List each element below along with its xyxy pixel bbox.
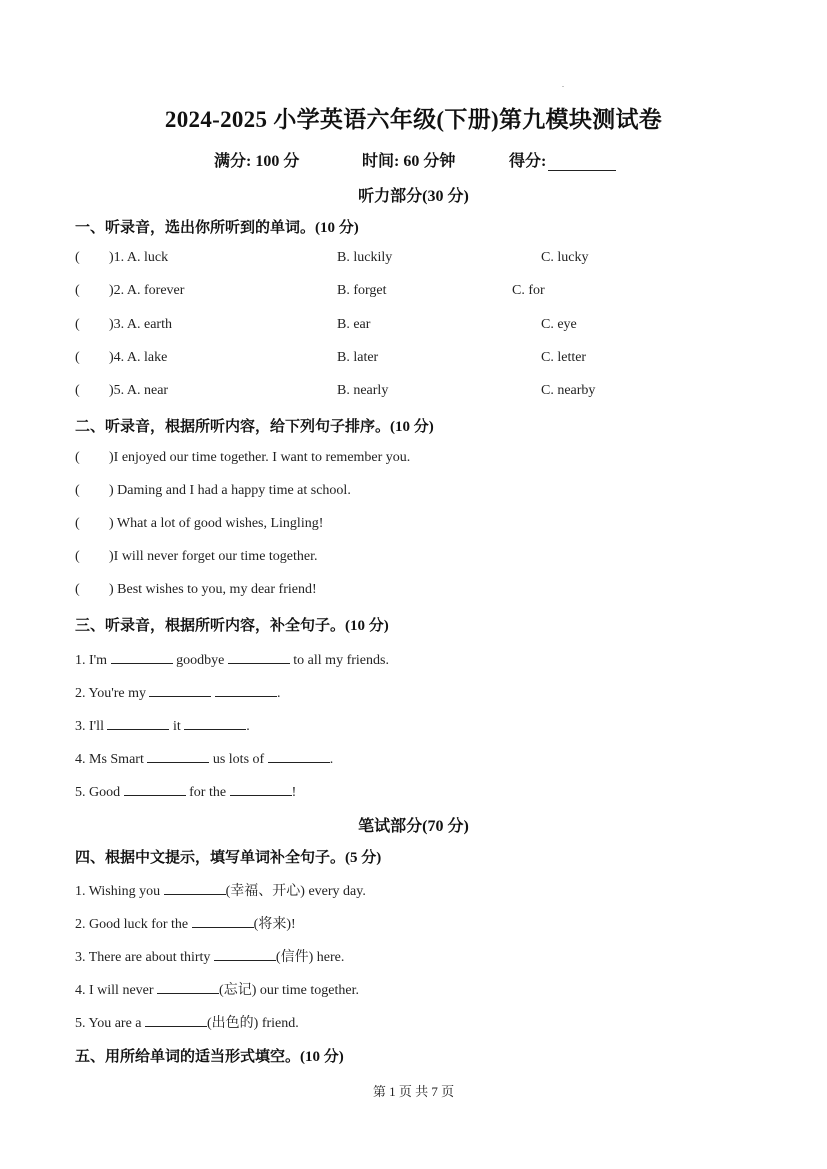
answer-blank[interactable] xyxy=(192,913,254,928)
answer-paren[interactable]: ( xyxy=(75,516,80,531)
question-2-c: C. for xyxy=(512,283,545,298)
section5-heading: 五、用所给单词的适当形式填空。(10 分) xyxy=(75,1049,344,1065)
question-4-a: )4. A. lake xyxy=(109,350,168,365)
answer-blank[interactable] xyxy=(145,1012,207,1027)
answer-paren[interactable]: ( xyxy=(75,483,80,498)
sentence-2: ) Daming and I had a happy time at school. xyxy=(109,483,351,498)
section3-heading: 三、听录音，根据所听内容，补全句子。(10 分) xyxy=(75,618,389,634)
sentence-5: ) Best wishes to you, my dear friend! xyxy=(109,582,317,597)
sentence-1: )I enjoyed our time together. I want to remember you. xyxy=(109,450,411,465)
answer-paren[interactable]: ( xyxy=(75,317,80,332)
text-part: . xyxy=(246,719,250,734)
score-field[interactable] xyxy=(509,148,616,171)
question-1-c: C. lucky xyxy=(541,250,589,265)
text-part: (忘记) our time together. xyxy=(219,983,359,998)
text-part: 5. Good xyxy=(75,785,124,800)
text-part: 1. I'm xyxy=(75,653,111,668)
text-part: goodbye xyxy=(172,653,228,668)
answer-paren[interactable]: ( xyxy=(75,450,80,465)
text-part: for the xyxy=(185,785,230,800)
hint-sentence-3 xyxy=(75,946,344,966)
answer-paren[interactable]: ( xyxy=(75,250,80,265)
section1-heading: 一、听录音，选出你所听到的单词。(10 分) xyxy=(75,220,359,236)
question-3-b: B. ear xyxy=(337,317,371,332)
answer-blank[interactable] xyxy=(107,715,169,730)
answer-blank[interactable] xyxy=(157,979,219,994)
question-1-a: )1. A. luck xyxy=(109,250,169,265)
scan-dot: . xyxy=(562,80,564,89)
question-2-b: B. forget xyxy=(337,283,387,298)
text-part: . xyxy=(329,752,334,767)
full-score: 满分: 100 分 xyxy=(214,153,300,170)
question-3-a: )3. A. earth xyxy=(109,317,172,332)
text-part: us lots of xyxy=(209,752,268,767)
answer-blank[interactable] xyxy=(230,781,292,796)
text-part: it xyxy=(169,719,185,734)
exam-time: 时间: 60 分钟 xyxy=(362,153,456,170)
text-part: 3. I'll xyxy=(75,719,108,734)
answer-blank[interactable] xyxy=(268,748,330,763)
answer-blank[interactable] xyxy=(164,880,226,895)
fill-sentence-1 xyxy=(75,649,389,669)
fill-sentence-5 xyxy=(75,781,296,801)
answer-blank[interactable] xyxy=(184,715,246,730)
answer-blank[interactable] xyxy=(149,682,211,697)
text-part: 4. Ms Smart xyxy=(75,752,148,767)
score-label: 得分: xyxy=(509,153,547,170)
sentence-4: )I will never forget our time together. xyxy=(109,549,318,564)
question-5-a: )5. A. near xyxy=(109,383,169,398)
hint-sentence-1 xyxy=(75,880,366,900)
text-part: 4. I will never xyxy=(75,983,158,998)
text-part: 2. You're my xyxy=(75,686,150,701)
answer-blank[interactable] xyxy=(228,649,290,664)
hint-sentence-2 xyxy=(75,913,296,933)
answer-paren[interactable]: ( xyxy=(75,549,80,564)
text-part: (出色的) friend. xyxy=(207,1016,299,1031)
question-5-b: B. nearly xyxy=(337,383,389,398)
text-part: (幸福、开心) every day. xyxy=(225,884,366,899)
score-blank[interactable] xyxy=(548,154,616,171)
text-part: to all my friends. xyxy=(289,653,389,668)
text-part: (将来)! xyxy=(253,917,296,932)
page-title: 2024-2025 小学英语六年级(下册)第九模块测试卷 xyxy=(164,107,663,132)
question-4-b: B. later xyxy=(337,350,379,365)
answer-blank[interactable] xyxy=(214,946,276,961)
hint-sentence-5 xyxy=(75,1012,299,1032)
answer-paren[interactable]: ( xyxy=(75,283,80,298)
listening-section-title: 听力部分(30 分) xyxy=(358,188,469,205)
question-2-a: )2. A. forever xyxy=(109,283,185,298)
fill-sentence-4 xyxy=(75,748,333,768)
text-part: 1. Wishing you xyxy=(75,884,164,899)
answer-paren[interactable]: ( xyxy=(75,350,80,365)
question-4-c: C. letter xyxy=(541,350,587,365)
answer-blank[interactable] xyxy=(215,682,277,697)
page-footer: 第 1 页 共 7 页 xyxy=(372,1084,455,1099)
section4-heading: 四、根据中文提示，填写单词补全句子。(5 分) xyxy=(75,850,382,866)
answer-paren[interactable]: ( xyxy=(75,582,80,597)
question-1-b: B. luckily xyxy=(337,250,393,265)
fill-sentence-3 xyxy=(75,715,250,735)
sentence-3: ) What a lot of good wishes, Lingling! xyxy=(109,516,324,531)
section2-heading: 二、听录音，根据所听内容，给下列句子排序。(10 分) xyxy=(75,419,434,435)
text-part: ! xyxy=(291,785,297,800)
question-3-c: C. eye xyxy=(541,317,577,332)
hint-sentence-4 xyxy=(75,979,359,999)
answer-blank[interactable] xyxy=(111,649,173,664)
fill-sentence-2 xyxy=(75,682,280,702)
text-part: 2. Good luck for the xyxy=(75,917,192,932)
text-part: . xyxy=(276,686,281,701)
text-part: 3. There are about thirty xyxy=(75,950,214,965)
answer-paren[interactable]: ( xyxy=(75,383,80,398)
text-part: 5. You are a xyxy=(75,1016,145,1031)
answer-blank[interactable] xyxy=(147,748,209,763)
writing-section-title: 笔试部分(70 分) xyxy=(358,818,469,835)
text-part: (信件) here. xyxy=(275,950,345,965)
answer-blank[interactable] xyxy=(124,781,186,796)
question-5-c: C. nearby xyxy=(541,383,596,398)
